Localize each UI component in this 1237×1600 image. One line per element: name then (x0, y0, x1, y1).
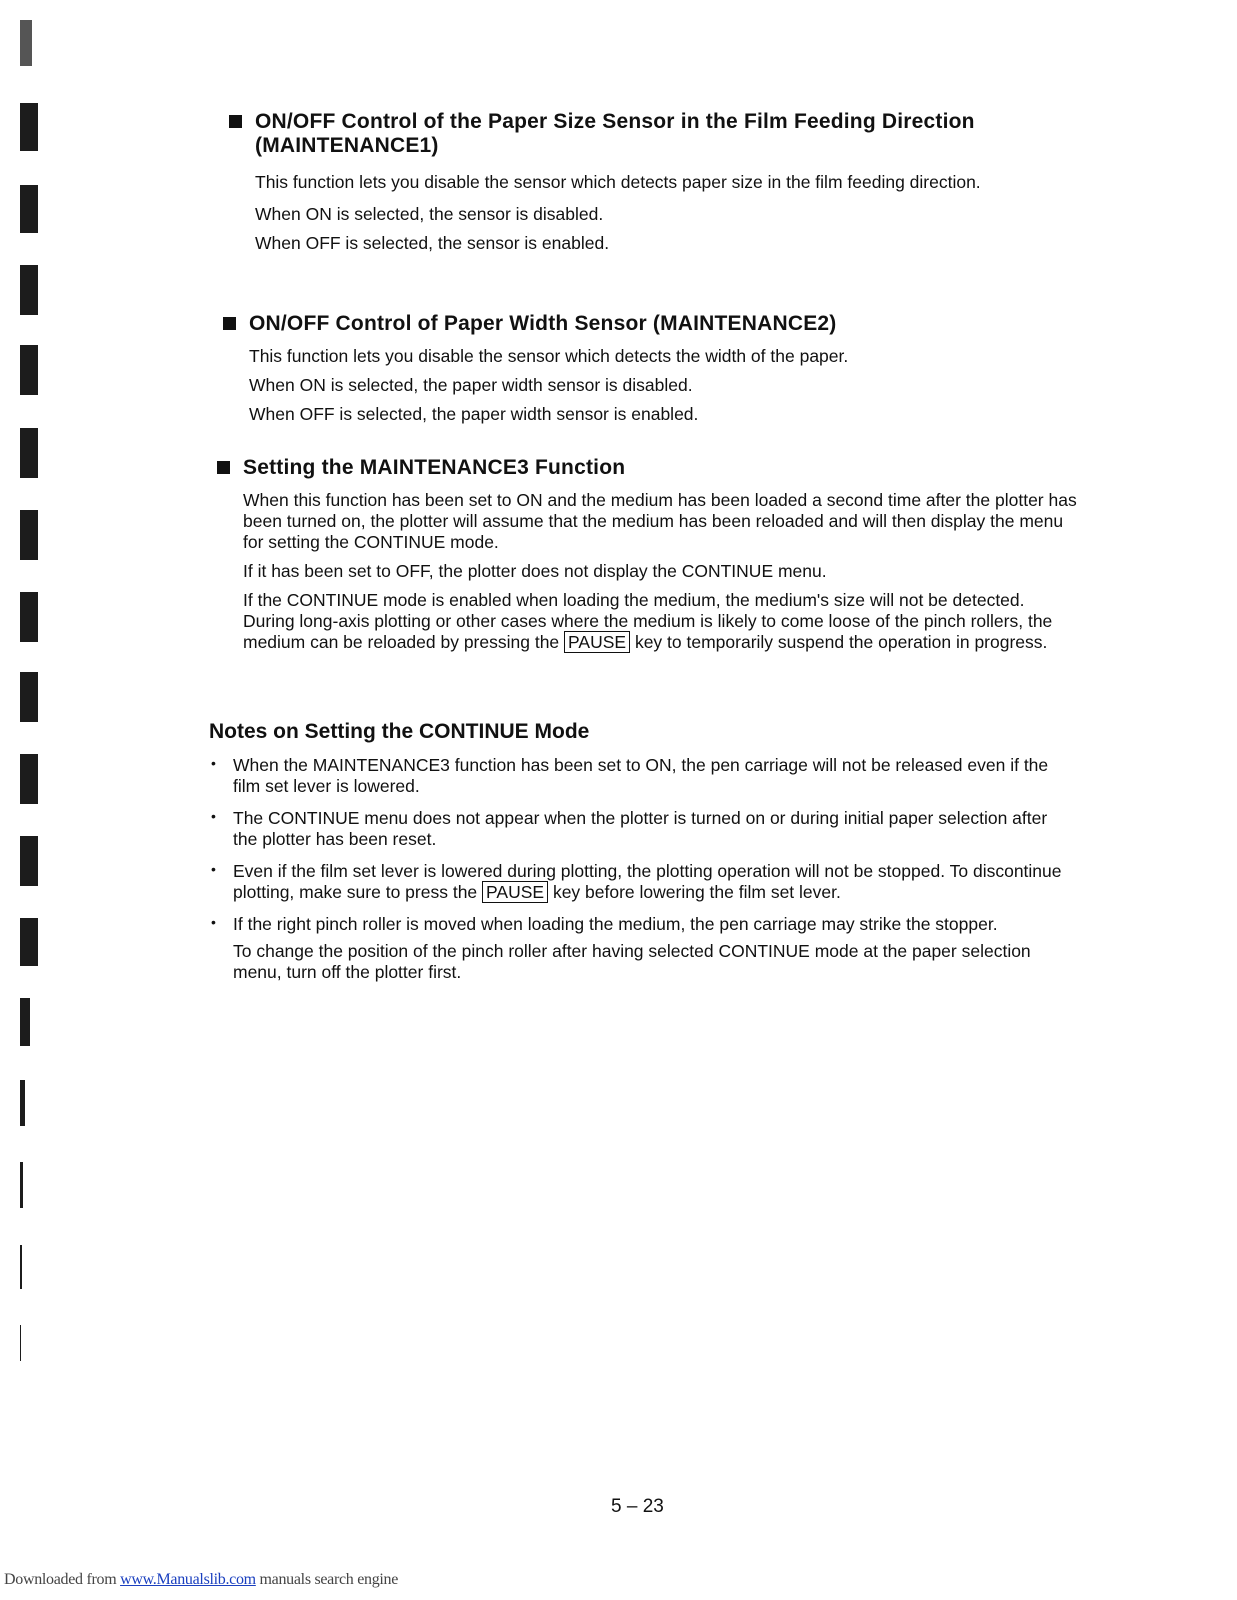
heading-line2: (MAINTENANCE1) (255, 134, 439, 157)
paragraph-text: If the CONTINUE mode is enabled when loading the medium, the medium's size will not be detected. During long-axis plotting or other cases where the medium is likely to come loose of the pinch rollers, the medium can be reloaded by pressing the (243, 590, 1053, 652)
bullet-square-icon (217, 461, 230, 474)
paragraph: When OFF is selected, the paper width sensor is enabled. (249, 404, 699, 424)
heading-line1: ON/OFF Control of the Paper Size Sensor in the Film Feeding Direction (255, 110, 975, 133)
section-maintenance2 (223, 312, 1083, 425)
heading-text: Setting the MAINTENANCE3 Function (243, 456, 626, 479)
bullet-dot-icon: • (211, 755, 216, 771)
note-item (209, 861, 1069, 903)
note-text: When the MAINTENANCE3 function has been set to ON, the pen carriage will not be released even if the film set lever is lowered. (233, 755, 1049, 796)
note-item (209, 755, 1069, 797)
paragraph: This function lets you disable the sensor which detects the width of the paper. (249, 346, 849, 366)
footer-suffix: manuals search engine (255, 1571, 399, 1588)
section-heading (223, 312, 1083, 336)
bullet-dot-icon: • (211, 808, 216, 824)
note-text: To change the position of the pinch roller after having selected CONTINUE mode at the paper selection menu, turn off the plotter first. (233, 941, 1031, 982)
paragraph: When ON is selected, the paper width sensor is disabled. (249, 375, 693, 395)
bullet-square-icon (223, 317, 236, 330)
bullet-dot-icon: • (211, 914, 216, 930)
bullet-dot-icon: • (211, 861, 216, 877)
bullet-square-icon (229, 115, 242, 128)
note-text: The CONTINUE menu does not appear when the plotter is turned on or during initial paper selection after the plotter has been reset. (233, 808, 1048, 849)
paragraph: When ON is selected, the sensor is disabled. (255, 204, 604, 224)
paragraph: If it has been set to OFF, the plotter does not display the CONTINUE menu. (243, 561, 827, 581)
notes-heading: Notes on Setting the CONTINUE Mode (209, 720, 590, 743)
paragraph: This function lets you disable the sensor which detects paper size in the film feeding direction. (255, 172, 981, 192)
paragraph: When this function has been set to ON and the medium has been loaded a second time after the plotter has been turned on, the plotter will assume that the medium has been reloaded and will then display the menu for setting the CONTINUE mode. (243, 490, 1077, 552)
pause-key-label: PAUSE (564, 631, 630, 653)
page-number: 5 – 23 (611, 1496, 664, 1517)
manualslib-link[interactable]: www.Manualslib.com (120, 1571, 256, 1588)
heading-text: ON/OFF Control of Paper Width Sensor (MAINTENANCE2) (249, 312, 837, 335)
paragraph (243, 590, 1077, 653)
pause-key-label: PAUSE (482, 881, 548, 903)
note-text-part: Even if the film set lever is lowered during plotting, the plotting operation will not be stopped. To discontinue plotting, make sure to press the (233, 861, 1062, 902)
note-text (233, 861, 1069, 903)
note-text-part: key before lowering the film set lever. (552, 882, 841, 902)
paragraph: When OFF is selected, the sensor is enabled. (255, 233, 610, 253)
section-heading (217, 456, 1077, 480)
download-footer (4, 1571, 398, 1589)
section-maintenance3 (217, 456, 1077, 653)
section-maintenance1 (229, 110, 1079, 254)
note-item (209, 914, 1069, 983)
note-item (209, 808, 1069, 850)
notes-section (209, 720, 1069, 983)
footer-prefix: Downloaded from (4, 1571, 121, 1588)
paragraph-text: key to temporarily suspend the operation in progress. (634, 632, 1048, 652)
section-heading (229, 110, 1079, 158)
note-text: If the right pinch roller is moved when loading the medium, the pen carriage may strike the stopper. (233, 914, 998, 934)
